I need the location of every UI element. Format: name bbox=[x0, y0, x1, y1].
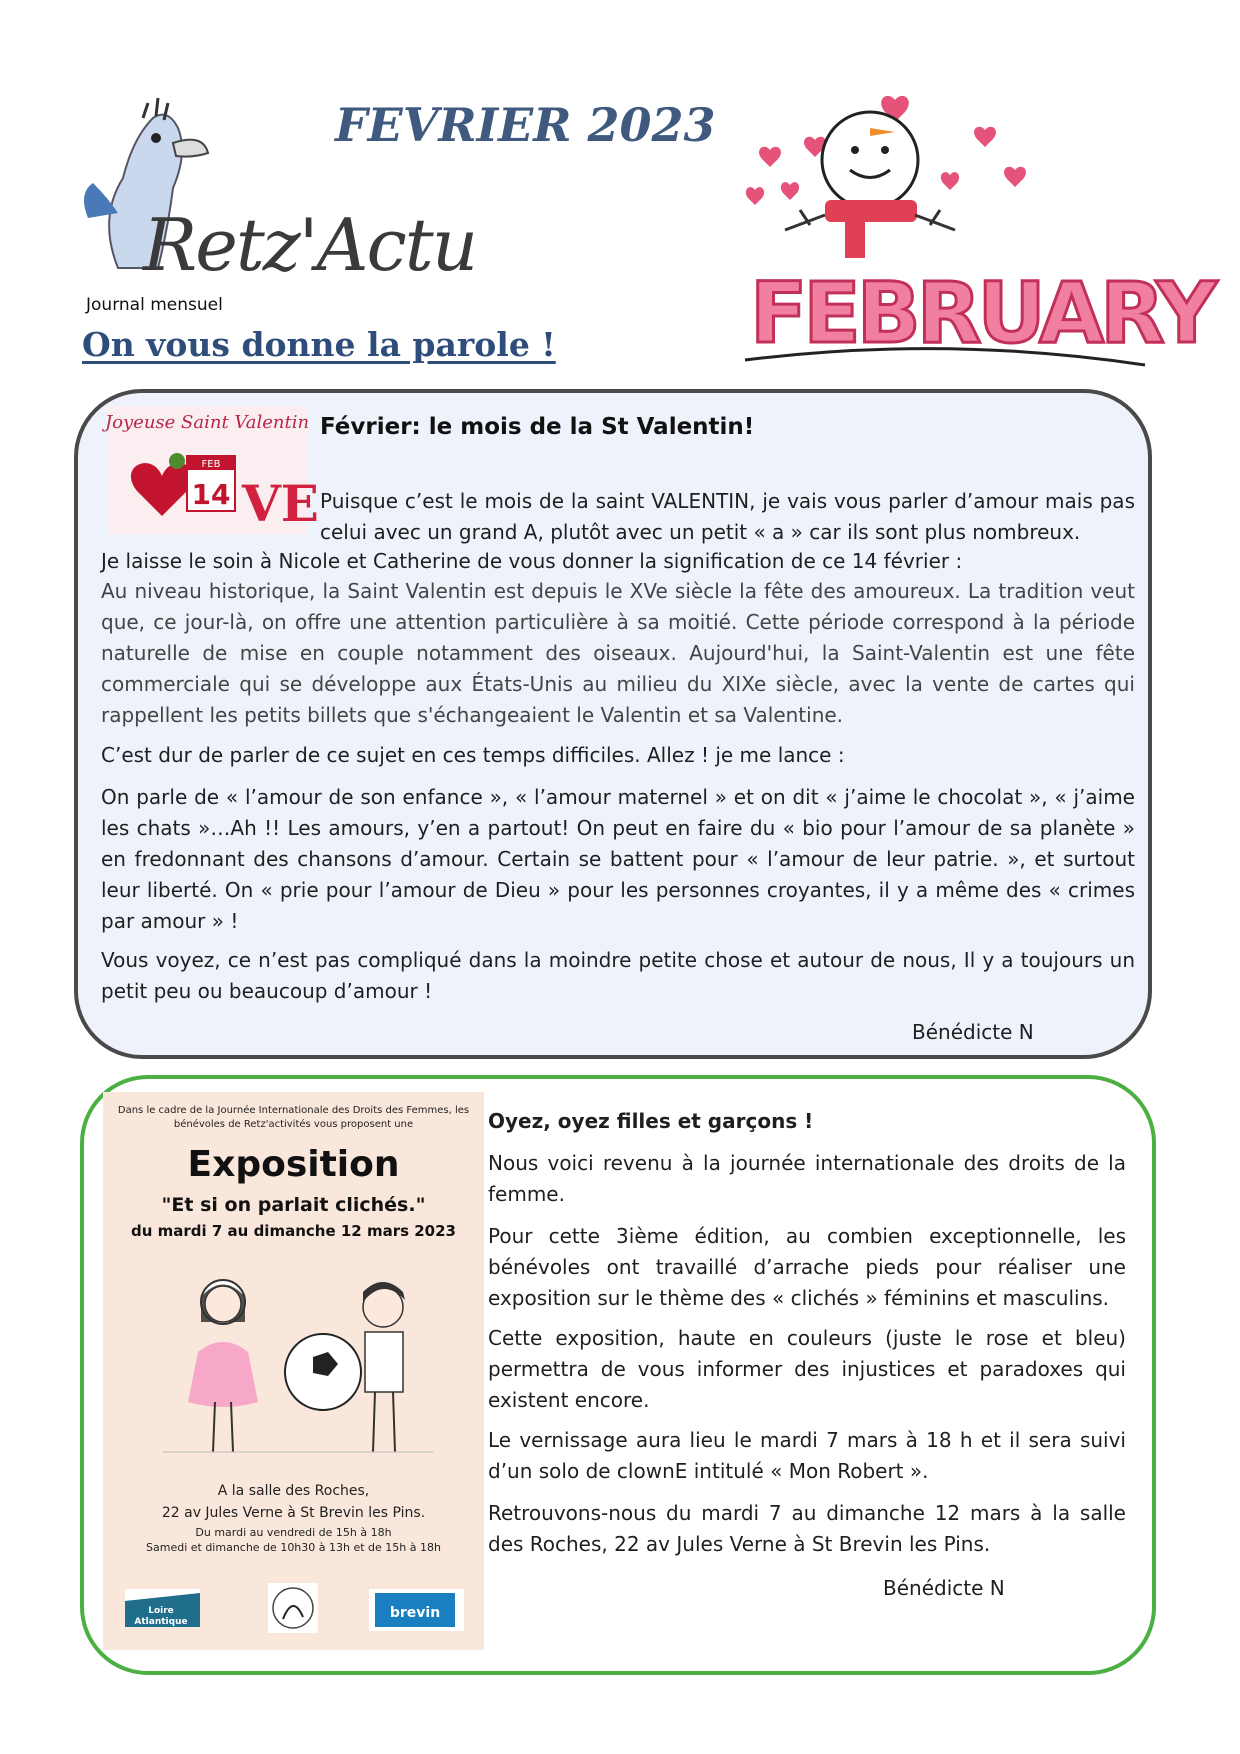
article2-paragraph5: Retrouvons-nous du mardi 7 au dimanche 12 mars à la salle des Roches, 22 av Jules Verne à St Brevin les Pins. bbox=[488, 1501, 1126, 1556]
article2-signature: Bénédicte N bbox=[883, 1576, 1005, 1600]
article1-paragraph3: On parle de « l’amour de son enfance », « l’amour maternel » et on dit « j’aime le chocolat », « j’aime les chats »…Ah !! Les amours, y’en a partout! On peut en faire du « bio pour l’amour de sa planète » en fredonnant des chansons d’amour. Certain se battent pour « l’amour de leur patrie. », et surtout leur liberté. On « prie pour l’amour de Dieu » pour les personnes croyantes, il y a même des « crimes par amour » ! bbox=[101, 785, 1135, 933]
svg-text:14: 14 bbox=[191, 478, 231, 511]
poster-place: A la salle des Roches, 22 av Jules Verne à St Brevin les Pins. bbox=[161, 1483, 426, 1521]
article2-paragraph2: Pour cette 3ième édition, au combien exceptionnelle, les bénévoles ont travaillé d’arrache pieds pour réaliser une exposition sur le thème des « clichés » féminins et masculins. bbox=[488, 1224, 1126, 1310]
svg-text:FEB: FEB bbox=[201, 459, 221, 470]
article1-lead: Je laisse le soin à Nicole et Catherine de vous donner la signification de ce 14 février : bbox=[101, 549, 963, 573]
kids-illustration bbox=[143, 1262, 453, 1462]
poster-hours: Du mardi au vendredi de 15h à 18h Samedi et dimanche de 10h30 à 13h et de 15h à 18h bbox=[146, 1526, 441, 1554]
poster-intro: Dans le cadre de la Journée Internationale des Droits des Femmes, les bénévoles de Retz'activités vous proposent une bbox=[117, 1105, 470, 1130]
exposition-poster bbox=[103, 1092, 484, 1650]
article1-paragraph2: C’est dur de parler de ce sujet en ces temps difficiles. Allez ! je me lance : bbox=[101, 743, 845, 767]
logo-text: Retz'Actu bbox=[143, 203, 477, 287]
article1-paragraph4: Vous voyez, ce n’est pas compliqué dans la moindre petite chose et autour de nous, Il y a toujours un petit peu ou beaucoup d’amour ! bbox=[101, 948, 1135, 1003]
issue-title: FEVRIER 2023 bbox=[335, 98, 716, 152]
article2-paragraph4: Le vernissage aura lieu le mardi 7 mars à 18 h et il sera suivi d’un solo de clownE intitulé « Mon Robert ». bbox=[488, 1428, 1126, 1483]
article2-title: Oyez, oyez filles et garçons ! bbox=[488, 1109, 814, 1133]
article1-intro: Puisque c’est le mois de la saint VALENTIN, je vais vous parler d’amour mais pas celui avec un grand A, plutôt avec un petit « a » car ils sont plus nombreux. bbox=[320, 489, 1135, 544]
svg-text:Atlantique: Atlantique bbox=[134, 1617, 188, 1627]
article2-paragraph3: Cette exposition, haute en couleurs (juste le rose et bleu) permettra de vous informer des injustices et paradoxes qui existent encore. bbox=[488, 1326, 1126, 1412]
poster-title: Exposition bbox=[187, 1144, 400, 1185]
section-title: On vous donne la parole ! bbox=[82, 325, 556, 364]
svg-text:VE: VE bbox=[242, 474, 319, 533]
poster-partner-logos bbox=[103, 1579, 484, 1639]
svg-text:FEBRUARY: FEBRUARY bbox=[750, 264, 1214, 362]
article1-signature: Bénédicte N bbox=[912, 1020, 1034, 1044]
journal-subtitle: Journal mensuel bbox=[86, 295, 223, 315]
article1-history: Au niveau historique, la Saint Valentin est depuis le XVe siècle la fête des amoureux. La tradition veut que, ce jour-là, on offre une attention particulière à sa moitié. Cette période correspond à la période naturelle de mise en couple notamment des oiseaux. Aujourd'hui, la Saint-Valentin est une fête commerciale qui se développe aux États-Unis au milieu du XIXe siècle, avec la vente de cartes qui rappellent les petits billets que s'échangeaient le Valentin et sa Valentine. bbox=[101, 579, 1135, 727]
poster-dates: du mardi 7 au dimanche 12 mars 2023 bbox=[131, 1222, 456, 1240]
poster-subtitle: "Et si on parlait clichés." bbox=[161, 1194, 426, 1216]
valentine-card-image bbox=[104, 406, 319, 534]
svg-text:Loire: Loire bbox=[148, 1606, 174, 1616]
svg-text:Joyeuse Saint Valentin: Joyeuse Saint Valentin bbox=[104, 412, 310, 433]
february-snowman-illustration bbox=[745, 80, 1214, 380]
article1-title: Février: le mois de la St Valentin! bbox=[320, 414, 755, 440]
article2-paragraph1: Nous voici revenu à la journée internationale des droits de la femme. bbox=[488, 1151, 1126, 1206]
svg-text:brevin: brevin bbox=[389, 1605, 441, 1621]
